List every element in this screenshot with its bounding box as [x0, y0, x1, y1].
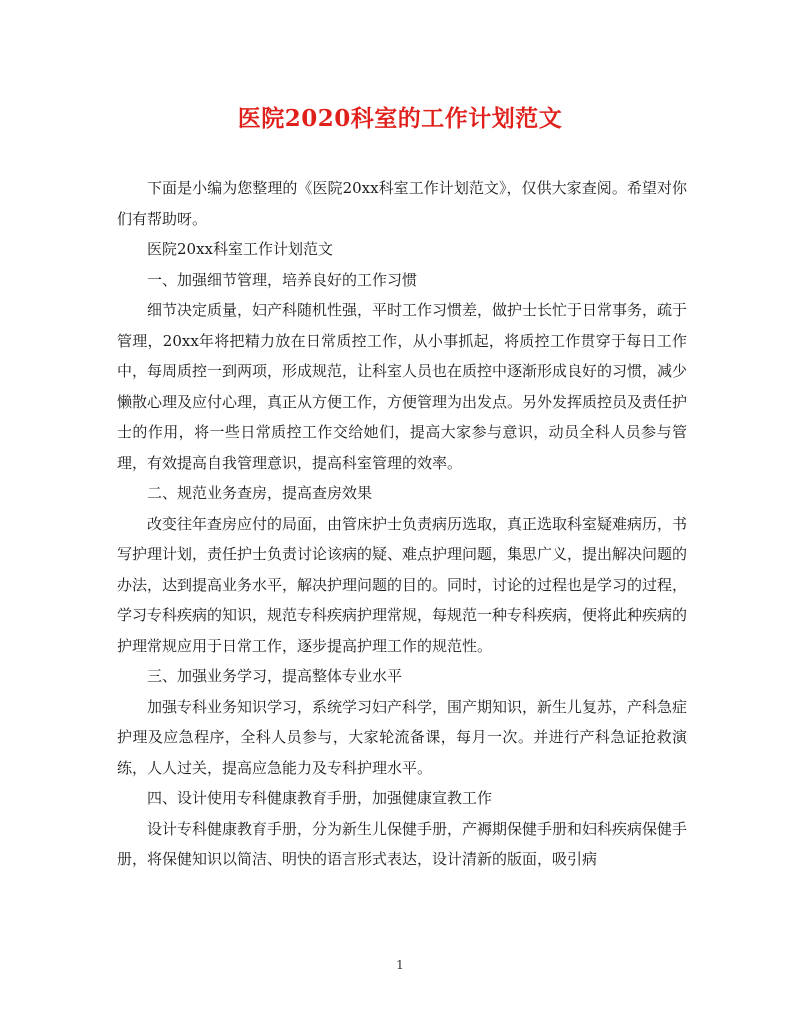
- section-heading-1: 一、加强细节管理，培养良好的工作习惯: [147, 270, 418, 289]
- section-heading-2: 二、规范业务查房，提高查房效果: [147, 484, 373, 502]
- section-heading-3: 三、加强业务学习，提高整体专业水平: [147, 667, 403, 685]
- intro-paragraph: 下面是小编为您整理的《医院20xx科室工作计划范文》，仅供大家查阅。希望对你们有帮助呀。: [117, 179, 687, 228]
- section-body-1: 细节决定质量，妇产科随机性强，平时工作习惯差，做护士长忙于日常事务，疏于管理，20xx年将把精力放在日常质控工作，从小事抓起，将质控工作贯穿于每日工作中，每周质控一到两项，形成规范，让科室人员也在质控中逐渐形成良好的习惯，减少懒散心理及应付心理，真正从方便工作，方便管理为出发点。另外发挥质控员及责任护士的作用，将一些日常质控工作交给她们，提高大家参与意识，动员全科人员参与管理，有效提高自我管理意识，提高科室管理的效率。: [117, 301, 688, 472]
- subtitle-paragraph: 医院20xx科室工作计划范文: [147, 240, 334, 258]
- page-number: 1: [396, 958, 404, 972]
- document-body: [117, 173, 687, 875]
- document-title: 医院2020科室的工作计划范文: [237, 105, 563, 132]
- section-heading-4: 四、设计使用专科健康教育手册，加强健康宣教工作: [147, 789, 493, 807]
- section-body-2: 改变往年查房应付的局面，由管床护士负责病历选取，真正选取科室疑难病历，书写护理计划，责任护士负责讨论该病的疑、难点护理问题，集思广义，提出解决问题的办法，达到提高业务水平，解决护理问题的目的。同时，讨论的过程也是学习的过程，学习专科疾病的知识，规范专科疾病护理常规，每规范一种专科疾病，便将此种疾病的护理常规应用于日常工作，逐步提高护理工作的规范性。: [117, 514, 688, 655]
- section-body-4: 设计专科健康教育手册，分为新生儿保健手册，产褥期保健手册和妇科疾病保健手册，将保健知识以简洁、明快的语言形式表达，设计清新的版面，吸引病: [117, 819, 688, 868]
- section-body-3: 加强专科业务知识学习，系统学习妇产科学，围产期知识，新生儿复苏，产科急症护理及应急程序，全科人员参与，大家轮流备课，每月一次。并进行产科急证抢救演练，人人过关，提高应急能力及专科护理水平。: [117, 697, 688, 777]
